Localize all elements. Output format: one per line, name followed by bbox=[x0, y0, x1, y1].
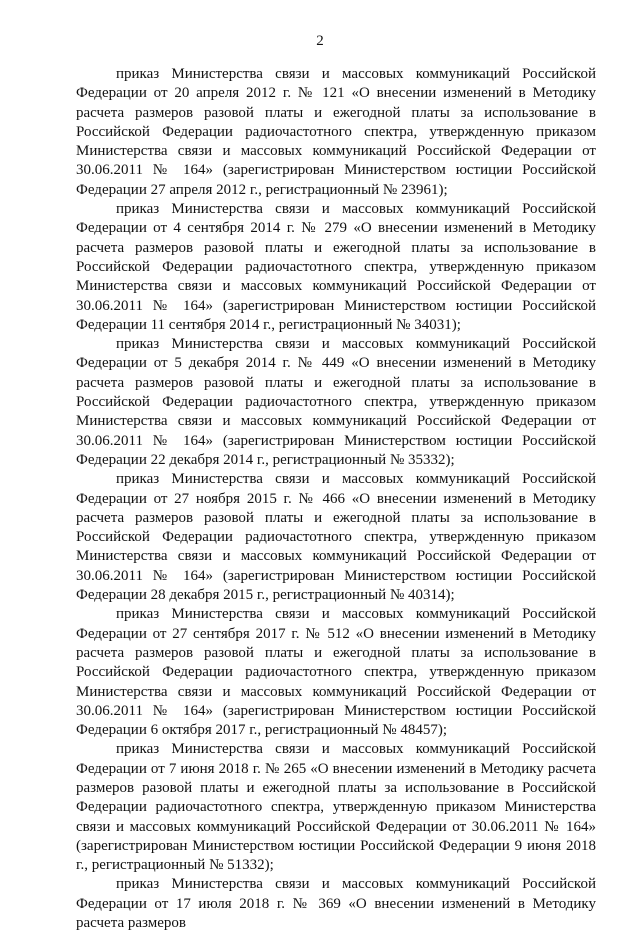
order-paragraph-5: приказ Министерства связи и массовых коммуникаций Российской Федерации от 27 сентября 2017 г. № 512 «О внесении изменений в Методику расчета размеров разовой платы и ежегодной платы за использование в Российской Федерации радиочастотного спектра, утвержденную приказом Министерства связи и массовых коммуникаций Российской Федерации от 30.06.2011 № 164» (зарегистрирован Министерством юстиции Российской Федерации 6 октября 2017 г., регистрационный № 48457); bbox=[76, 606, 596, 739]
order-paragraph-7: приказ Министерства связи и массовых коммуникаций Российской Федерации от 17 июля 2018 г. № 369 «О внесении изменений в Методику расчета размеров bbox=[76, 876, 596, 932]
order-paragraph-3: приказ Министерства связи и массовых коммуникаций Российской Федерации от 5 декабря 2014 г. № 449 «О внесении изменений в Методику расчета размеров разовой платы и ежегодной платы за использование в Российской Федерации радиочастотного спектра, утвержденную приказом Министерства связи и массовых коммуникаций Российской Федерации от 30.06.2011 № 164» (зарегистрирован Министерством юстиции Российской Федерации 22 декабря 2014 г., регистрационный № 35332); bbox=[76, 336, 596, 468]
order-paragraph-6: приказ Министерства связи и массовых коммуникаций Российской Федерации от 7 июня 2018 г. № 265 «О внесении изменений в Методику расчета размеров разовой платы и ежегодной платы за использование в Российской Федерации радиочастотного спектра, утвержденную приказом Министерства связи и массовых коммуникаций Российской Федерации от 30.06.2011 № 164» (зарегистрирован Министерством юстиции Российской Федерации 9 июня 2018 г., регистрационный № 51332); bbox=[76, 741, 596, 874]
document-body bbox=[76, 65, 596, 933]
page-number: 2 bbox=[316, 33, 324, 49]
order-paragraph-2: приказ Министерства связи и массовых коммуникаций Российской Федерации от 4 сентября 2014 г. № 279 «О внесении изменений в Методику расчета размеров разовой платы и ежегодной платы за использование в Российской Федерации радиочастотного спектра, утвержденную приказом Министерства связи и массовых коммуникаций Российской Федерации от 30.06.2011 № 164» (зарегистрирован Министерством юстиции Российской Федерации 11 сентября 2014 г., регистрационный № 34031); bbox=[76, 201, 596, 333]
order-paragraph-1: приказ Министерства связи и массовых коммуникаций Российской Федерации от 20 апреля 2012 г. № 121 «О внесении изменений в Методику расчета размеров разовой платы и ежегодной платы за использование в Российской Федерации радиочастотного спектра, утвержденную приказом Министерства связи и массовых коммуникаций Российской Федерации от 30.06.2011 № 164» (зарегистрирован Министерством юстиции Российской Федерации 27 апреля 2012 г., регистрационный № 23961); bbox=[76, 66, 596, 198]
order-paragraph-4: приказ Министерства связи и массовых коммуникаций Российской Федерации от 27 ноября 2015 г. № 466 «О внесении изменений в Методику расчета размеров разовой платы и ежегодной платы за использование в Российской Федерации радиочастотного спектра, утвержденную приказом Министерства связи и массовых коммуникаций Российской Федерации от 30.06.2011 № 164» (зарегистрирован Министерством юстиции Российской Федерации 28 декабря 2015 г., регистрационный № 40314); bbox=[76, 471, 596, 604]
